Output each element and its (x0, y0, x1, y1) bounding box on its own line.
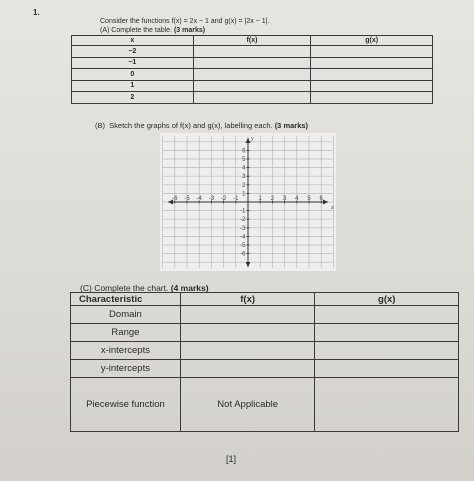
y-tick-label: 2 (242, 182, 246, 189)
part-b-label: (B) (95, 121, 105, 130)
fx-answer-cell[interactable] (193, 92, 311, 104)
gx-answer-cell[interactable] (311, 46, 433, 58)
gx-answer-cell[interactable] (315, 306, 459, 324)
gx-answer-cell[interactable] (311, 69, 433, 81)
table-row (71, 342, 459, 360)
characteristic-label: y-intercepts (71, 360, 181, 378)
fx-answer-cell[interactable] (193, 69, 311, 81)
x-tick-label: 3 (282, 196, 287, 202)
header-gx: g(x) (311, 36, 433, 46)
table-row (72, 80, 433, 92)
part-a-heading (100, 27, 205, 34)
fx-answer-cell[interactable] (193, 46, 311, 58)
x-tick-label: -4 (196, 196, 202, 202)
y-tick-label: -4 (240, 234, 246, 241)
part-b-marks: (3 marks) (274, 121, 309, 130)
gx-answer-cell[interactable] (311, 92, 433, 104)
x-tick-label: -2 (220, 196, 227, 202)
x-tick-label: 2 (270, 196, 275, 202)
table-row (72, 57, 433, 69)
y-axis-arrow-up (246, 138, 251, 143)
part-b-heading (95, 121, 308, 130)
gx-answer-cell[interactable] (311, 80, 433, 92)
x-value: −1 (72, 57, 194, 69)
gx-answer-cell[interactable] (315, 378, 459, 432)
fx-answer-cell[interactable] (180, 342, 315, 360)
gx-answer-cell[interactable] (311, 57, 433, 69)
gx-answer-cell[interactable] (315, 324, 459, 342)
x-axis-arrow-right (323, 200, 328, 205)
characteristic-label: Domain (71, 306, 181, 324)
header-fx: f(x) (180, 293, 315, 306)
x-tick-label: 1 (258, 196, 262, 202)
table-row (72, 92, 433, 104)
part-a-text: Complete the table. (111, 27, 172, 34)
x-tick-label: -1 (233, 196, 239, 202)
x-tick-label: 6 (319, 196, 323, 202)
table-row (71, 324, 459, 342)
part-c-text: Complete the chart. (94, 283, 169, 293)
table-row (72, 46, 433, 58)
fx-answer-cell[interactable] (193, 80, 311, 92)
table-row (71, 306, 459, 324)
x-tick-label: 5 (307, 196, 311, 202)
values-table-header (72, 36, 433, 46)
functions-intro: Consider the functions f(x) = 2x − 1 and g(x) = |2x − 1|. (100, 18, 270, 25)
fx-answer-cell[interactable] (180, 306, 315, 324)
header-x: x (72, 36, 194, 46)
table-row (71, 378, 459, 432)
values-table (71, 35, 433, 104)
y-tick-label: 4 (242, 165, 246, 172)
x-value: −2 (72, 46, 194, 58)
characteristics-table (70, 292, 459, 432)
table-row (71, 360, 459, 378)
part-c-marks: (4 marks) (170, 283, 209, 293)
fx-answer-cell[interactable] (180, 324, 315, 342)
x-value: 0 (72, 69, 194, 81)
x-tick-label: 4 (295, 196, 299, 202)
y-axis-arrow-down (246, 262, 251, 267)
gx-answer-cell[interactable] (315, 342, 459, 360)
header-fx: f(x) (193, 36, 311, 46)
header-characteristic: Characteristic (71, 293, 181, 306)
y-tick-label: 3 (242, 174, 246, 181)
header-gx: g(x) (315, 293, 459, 306)
x-tick-label: -6 (172, 196, 178, 202)
part-c-label: (C) (80, 283, 92, 293)
coordinate-grid[interactable] (160, 133, 336, 271)
y-tick-label: 5 (242, 157, 246, 163)
x-value: 1 (72, 80, 194, 92)
fx-answer-cell[interactable]: Not Applicable (180, 378, 315, 432)
question-number: 1. (33, 8, 40, 17)
y-tick-label: -2 (240, 217, 246, 224)
part-b-text: Sketch the graphs of f(x) and g(x), labelling each. (109, 121, 273, 130)
y-tick-label: -6 (240, 251, 246, 258)
part-a-label: (A) (100, 27, 110, 34)
grid-svg (160, 133, 336, 271)
characteristics-header (71, 293, 459, 306)
characteristic-label: Piecewise function (71, 378, 181, 432)
characteristic-label: x-intercepts (71, 342, 181, 360)
y-tick-label: -1 (240, 208, 246, 215)
y-tick-label: -5 (240, 243, 246, 249)
fx-answer-cell[interactable] (193, 57, 311, 69)
y-tick-label: 1 (242, 191, 246, 198)
x-tick-label: -5 (184, 196, 190, 202)
fx-answer-cell[interactable] (180, 360, 315, 378)
x-value: 2 (72, 92, 194, 104)
characteristic-label: Range (71, 324, 181, 342)
y-axis-label: y (251, 136, 254, 142)
y-tick-label: -3 (240, 225, 246, 232)
y-tick-label: 6 (242, 148, 246, 155)
x-tick-label: -3 (208, 196, 215, 202)
page-number: [1] (226, 454, 237, 464)
table-row (72, 69, 433, 81)
part-a-marks: (3 marks) (173, 27, 206, 34)
gx-answer-cell[interactable] (315, 360, 459, 378)
x-axis-label: x (331, 205, 334, 211)
